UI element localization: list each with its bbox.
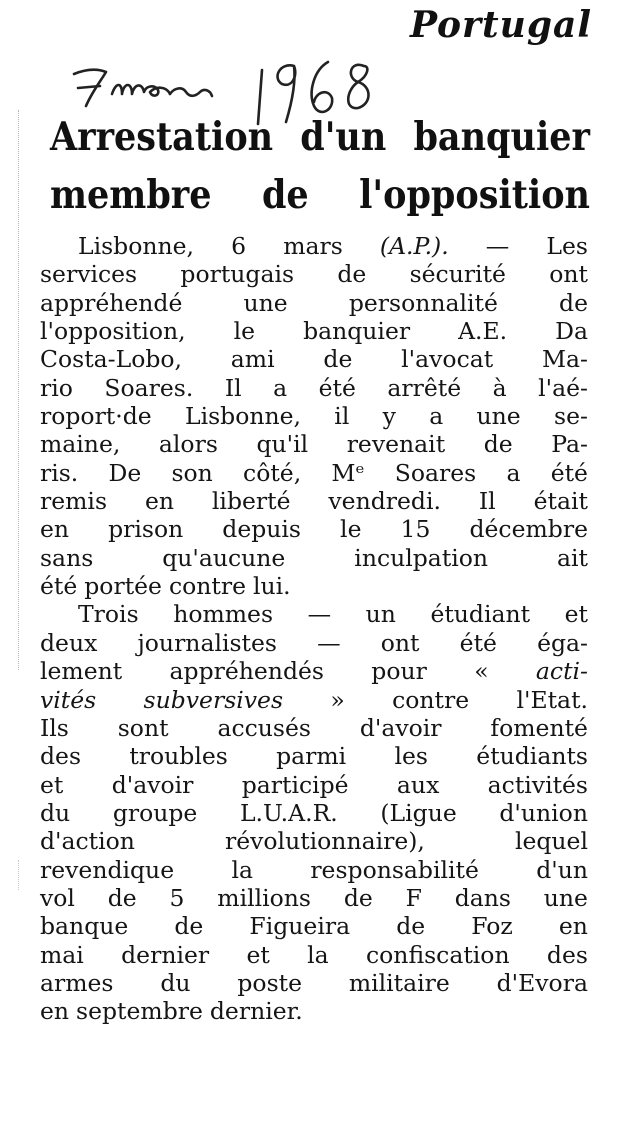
word: » xyxy=(330,685,345,714)
word: été xyxy=(40,572,78,601)
word: A.E. xyxy=(458,317,508,346)
word: (Ligue xyxy=(380,798,457,827)
word: lui. xyxy=(252,572,291,601)
word: services xyxy=(40,260,138,289)
word: d'avoir xyxy=(111,770,194,799)
word: étudiant xyxy=(430,600,531,629)
word: étudiants xyxy=(476,742,588,771)
word: éga- xyxy=(537,628,588,657)
word: militaire xyxy=(348,968,450,997)
word: parmi xyxy=(276,742,347,771)
word: Il xyxy=(224,373,242,402)
word: Trois xyxy=(78,600,139,629)
word: vendredi. xyxy=(328,487,441,516)
word: il xyxy=(334,402,350,431)
word: mai xyxy=(40,940,84,969)
word: remis xyxy=(40,487,108,516)
text-line xyxy=(40,657,588,685)
headline-line-2 xyxy=(50,172,590,218)
text-line xyxy=(40,969,588,997)
text-line xyxy=(40,600,588,628)
word: banque xyxy=(40,912,129,941)
word: en xyxy=(144,487,174,516)
word: 6 xyxy=(231,232,247,260)
word: liberté xyxy=(211,487,291,516)
text-line xyxy=(40,430,588,458)
word: activités xyxy=(487,770,588,799)
text-line xyxy=(40,629,588,657)
word: ami xyxy=(230,345,275,374)
word: Da xyxy=(555,317,588,346)
text-line xyxy=(40,771,588,799)
word: Foz xyxy=(471,912,513,941)
text-line xyxy=(40,997,588,1025)
word: inculpation xyxy=(354,543,489,572)
word: contre xyxy=(392,685,470,714)
word: poste xyxy=(237,968,302,997)
word: maine, xyxy=(40,430,121,459)
word: de xyxy=(483,430,513,459)
word: du xyxy=(160,968,191,997)
text-line xyxy=(40,572,588,600)
word: « xyxy=(474,657,489,686)
headline-word: Arrestation xyxy=(50,114,274,160)
word: responsabilité xyxy=(310,855,479,884)
word: en xyxy=(40,997,70,1026)
text-line xyxy=(40,544,588,572)
word: revenait xyxy=(346,430,446,459)
word: fomenté xyxy=(490,713,588,742)
word: le xyxy=(340,515,362,544)
word: acti- xyxy=(535,657,588,686)
word: arrêté xyxy=(387,373,462,402)
word: a xyxy=(506,458,521,487)
word: F xyxy=(405,883,422,912)
word: lequel xyxy=(514,827,588,856)
headline-word: de xyxy=(261,172,309,218)
word: se- xyxy=(554,402,588,431)
word: L.U.A.R. xyxy=(239,798,338,827)
word: pour xyxy=(371,657,427,686)
text-line xyxy=(40,714,588,742)
word: vités xyxy=(40,685,97,714)
headline-word: membre xyxy=(50,172,212,218)
word: appréhendés xyxy=(169,657,324,686)
word: roport·de xyxy=(40,402,152,431)
word: dernier. xyxy=(209,997,303,1026)
word: prison xyxy=(108,515,184,544)
word: accusés xyxy=(217,713,311,742)
text-line xyxy=(40,515,588,543)
word: de xyxy=(343,883,373,912)
word: Ma- xyxy=(541,345,588,374)
word: décembre xyxy=(469,515,588,544)
text-line xyxy=(40,289,588,317)
word: portée xyxy=(84,572,162,601)
word: qu'il xyxy=(256,430,309,459)
word: une xyxy=(543,883,588,912)
text-line xyxy=(40,856,588,884)
word: de xyxy=(337,260,367,289)
word: groupe xyxy=(112,798,198,827)
word: Soares xyxy=(394,458,477,487)
word: troubles xyxy=(129,742,228,771)
text-line xyxy=(40,884,588,912)
article-body xyxy=(40,232,588,1026)
word: ont xyxy=(549,260,588,289)
word: participé xyxy=(241,770,349,799)
word: d'un xyxy=(536,855,588,884)
text-line xyxy=(40,374,588,402)
word: Lisbonne, xyxy=(78,232,195,260)
word: Lisbonne, xyxy=(184,402,301,431)
word: rio xyxy=(40,373,73,402)
word: depuis xyxy=(222,515,301,544)
section-title: Portugal xyxy=(409,4,592,46)
word: mars xyxy=(283,232,343,260)
word: qu'aucune xyxy=(162,543,286,572)
text-line xyxy=(40,941,588,969)
word: en xyxy=(558,912,588,941)
word: de xyxy=(174,912,204,941)
word: personnalité xyxy=(348,288,498,317)
word: l'opposition, xyxy=(40,317,186,346)
text-line xyxy=(40,459,588,487)
word: des xyxy=(40,742,82,771)
word: une xyxy=(476,402,521,431)
word: a xyxy=(429,402,444,431)
word: confiscation xyxy=(366,940,510,969)
word: et xyxy=(246,940,270,969)
word: d'avoir xyxy=(359,713,442,742)
word: Figueira xyxy=(249,912,351,941)
word: d'action xyxy=(40,827,135,856)
word: à xyxy=(492,373,507,402)
word: et xyxy=(40,770,64,799)
word: d'Evora xyxy=(496,968,588,997)
text-line xyxy=(40,799,588,827)
word: dans xyxy=(454,883,511,912)
word: Ils xyxy=(40,713,69,742)
word: l'Etat. xyxy=(516,685,588,714)
word: sans xyxy=(40,543,94,572)
word: — xyxy=(485,232,510,260)
text-line xyxy=(40,317,588,345)
word: 5 xyxy=(169,883,185,912)
word: des xyxy=(546,940,588,969)
headline-word: l'opposition xyxy=(359,172,590,218)
word: armes xyxy=(40,968,114,997)
word: appréhendé xyxy=(40,288,183,317)
text-line xyxy=(40,686,588,714)
word: dernier xyxy=(121,940,210,969)
text-line xyxy=(40,487,588,515)
word: — xyxy=(307,600,332,629)
word: été xyxy=(459,628,497,657)
text-line xyxy=(40,260,588,288)
word: du xyxy=(40,798,71,827)
word: Mᵉ xyxy=(331,458,365,487)
word: revendique xyxy=(40,855,175,884)
word: le xyxy=(233,317,256,346)
word: a xyxy=(273,373,288,402)
word: un xyxy=(365,600,396,629)
word: était xyxy=(533,487,588,516)
word: contre xyxy=(168,572,246,601)
word: l'avocat xyxy=(401,345,494,374)
word: la xyxy=(307,940,329,969)
word: côté, xyxy=(243,458,302,487)
text-line xyxy=(40,232,588,260)
word: banquier xyxy=(303,317,411,346)
word: de xyxy=(323,345,353,374)
word: deux xyxy=(40,628,98,657)
word: ait xyxy=(557,543,588,572)
word: journalistes xyxy=(137,628,277,657)
text-line xyxy=(40,827,588,855)
word: 15 xyxy=(400,515,431,544)
word: Les xyxy=(546,232,588,260)
word: été xyxy=(318,373,356,402)
word: son xyxy=(171,458,213,487)
word: été xyxy=(550,458,588,487)
word: y xyxy=(382,402,396,431)
word: Il xyxy=(478,487,496,516)
word: De xyxy=(108,458,142,487)
word: l'aé- xyxy=(538,373,588,402)
word: portugais xyxy=(180,260,295,289)
word: en xyxy=(40,515,70,544)
text-line xyxy=(40,742,588,770)
word: septembre xyxy=(76,997,203,1026)
word: ris. xyxy=(40,458,79,487)
word: subversives xyxy=(143,685,284,714)
word: alors xyxy=(158,430,218,459)
word: la xyxy=(231,855,253,884)
word: une xyxy=(243,288,288,317)
word: d'union xyxy=(499,798,588,827)
word: les xyxy=(394,742,428,771)
headline-line-1 xyxy=(50,114,590,160)
text-line xyxy=(40,345,588,373)
headline-word: banquier xyxy=(413,114,590,160)
word: sécurité xyxy=(409,260,506,289)
word: hommes xyxy=(173,600,274,629)
word: lement xyxy=(40,657,123,686)
column-rule-lower xyxy=(18,860,19,890)
word: vol xyxy=(40,883,75,912)
word: de xyxy=(107,883,137,912)
text-line xyxy=(40,402,588,430)
column-rule xyxy=(18,110,19,670)
word: Pa- xyxy=(551,430,588,459)
word: millions xyxy=(217,883,311,912)
word: de xyxy=(559,288,588,317)
word: (A.P.). xyxy=(379,232,449,260)
text-line xyxy=(40,912,588,940)
word: Costa-Lobo, xyxy=(40,345,182,374)
word: ont xyxy=(380,628,420,657)
word: et xyxy=(564,600,588,629)
word: sont xyxy=(117,713,169,742)
word: Soares. xyxy=(104,373,194,402)
word: de xyxy=(396,912,426,941)
word: révolutionnaire), xyxy=(224,827,425,856)
headline-word: d'un xyxy=(300,114,387,160)
word: — xyxy=(317,628,341,657)
word: aux xyxy=(396,770,440,799)
